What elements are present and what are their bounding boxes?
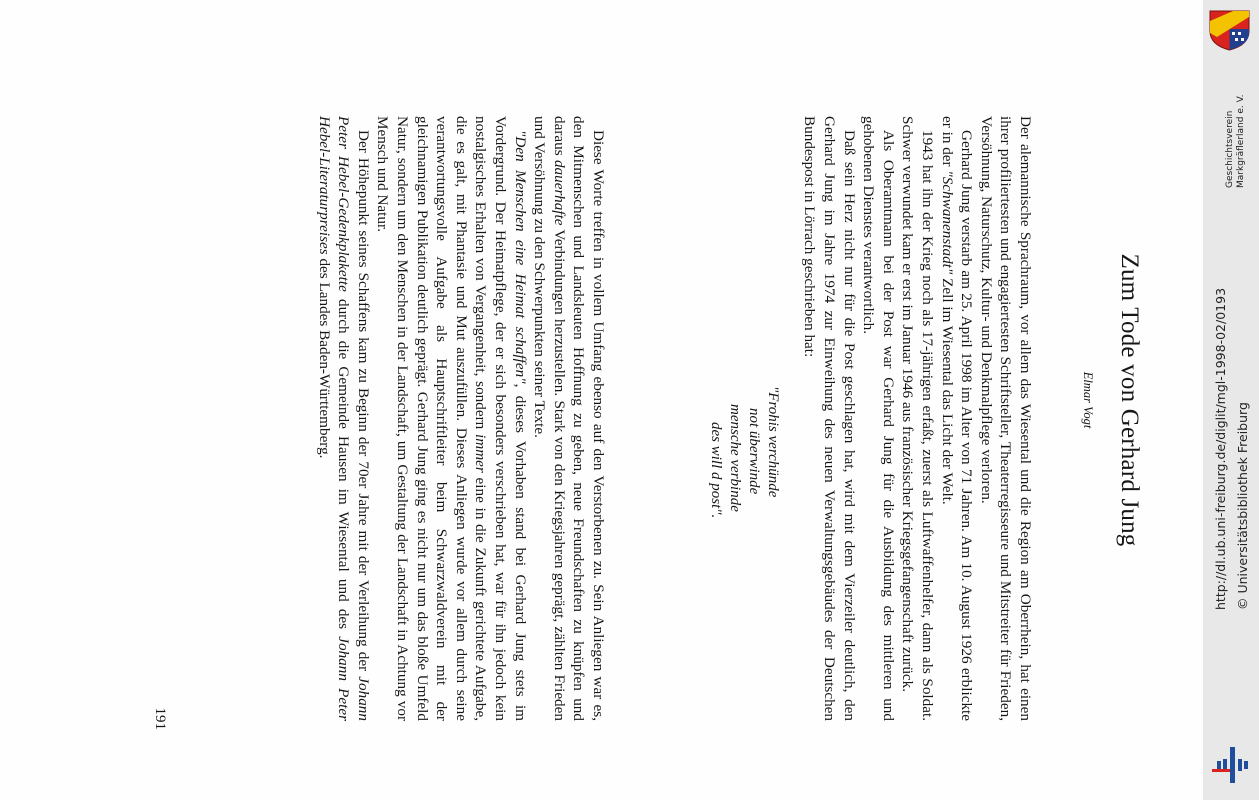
verse-quote [706, 116, 782, 721]
page-number: 191 [152, 707, 168, 730]
paragraph: Daß sein Herz nicht nur für die Post geschlagen hat, wird mit dem Vierzeiler deutlich, den Gerhard Jung im Jahre 1974 zur Einweihung des neuen Verwaltungsgebäudes der Deutschen Bundespost in Lörrach geschrieben hat: [801, 116, 858, 721]
verse-line: mensche verbinde [726, 404, 743, 512]
article-title: Zum Tode von Gerhard Jung [1116, 253, 1143, 547]
verse-line: "Frohis verchünde [764, 386, 781, 498]
paragraph: Der alemannische Sprachraum, vor allem das Wiesental und die Region am Oberrhein, hat einen ihrer profiliertesten und engagiertesten Schriftsteller, Theaterregisseure und Mitstreiter für Frieden, Versöhnung, Naturschutz, Kultur- und Denkmalpflege verloren. [977, 116, 1034, 721]
paragraph: Der Höhepunkt seines Schaffens kam zu Beginn der 70er Jahre mit der Verleihung der Johann Peter Hebel-Gedenkplakette durch die Gemeinde Hausen im Wiesental und des Johann Peter Hebel-Literaturpreises des Landes Baden-Württemberg. [315, 116, 372, 721]
society-crest-icon [1207, 7, 1252, 52]
society-name: Geschichtsverein Markgräflerland e. V. [1225, 94, 1246, 188]
verse-line: des will d post". [707, 422, 724, 519]
verse-line: not überwinde [745, 408, 762, 495]
copyright-notice: © Universitätsbibliothek Freiburg [1235, 402, 1250, 610]
viewer-sidebar [1203, 0, 1259, 800]
paragraph: Als Oberamtmann bei der Post war Gerhard Jung für die Ausbildung des mittleren und gehobenen Dienstes verantwortlich. [860, 116, 897, 721]
text-column-1 [686, 116, 1035, 721]
paragraph: 1943 hat ihn der Krieg noch als 17-jährigen erfaßt, zuerst als Luftwaffenhelfer, dann als Soldat. Schwer verwundet kam er erst im Januar 1946 aus französischer Kriegsgefangenschaft zurück. [899, 116, 937, 721]
sidebar-rotated [1203, 0, 1259, 800]
paragraph: Gerhard Jung verstarb am 25. April 1998 im Alter von 71 Jahren. Am 10. August 1926 erblickte er in der "Schwanenstadt" Zell im Wiesental das Licht der Welt. [938, 116, 976, 721]
article-author: Elmar Vogt [1081, 371, 1095, 429]
text-column-2 [314, 116, 608, 721]
source-url-link[interactable]: http://dl.ub.uni-freiburg.de/diglit/mgl-1998-02/0193 [1213, 287, 1228, 610]
paragraph: "Den Menschen eine Heimat schaffen", dieses Vorhaben stand bei Gerhard Jung stets im Vordergrund. Der Heimatpflege, der er sich besonders verschrieben hat, war für ihn jedoch kein nostalgisches Erhalten von Vergangenheit, sondern immer eine in die Zukunft gerichtete Aufgabe, die es galt, mit Phantasie und Mut auszufüllen. Dieses Anliegen wurde vor allem durch seine verantwortungsvolle Aufgabe als Hauptschriftleiter beim Schwarzwaldverein mit der gleichnamigen Publikation deutlich geprägt. Gerhard Jung ging es nicht nur um das bloße Umfeld Natur, sondern um den Menschen in der Landschaft, um Gestaltung der Landschaft in Achtung vor Mensch und Natur. [374, 116, 529, 721]
university-library-logo-icon [1210, 745, 1254, 785]
paragraph: Diese Worte treffen in vollem Umfang ebenso auf den Verstorbenen zu. Sein Anliegen war es, den Mitmenschen und Landsleuten Hoffnung zu geben, neue Freundschaften zu knüpfen und daraus dauerhafte Verbindungen herzustellen. Stark von den Kriegsjahren geprägt, zählten Frieden und Versöhnung zu den Schwerpunkten seiner Texte. [531, 116, 607, 721]
